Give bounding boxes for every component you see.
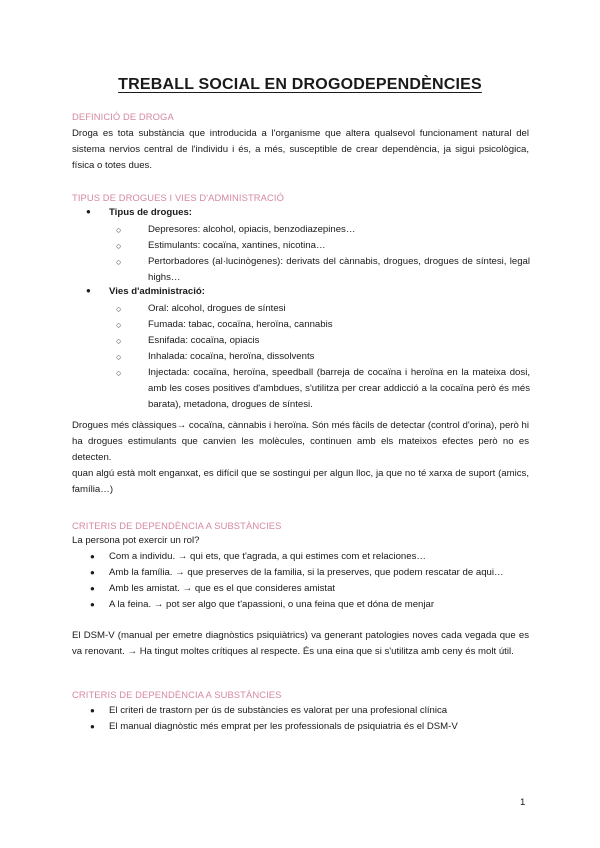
page-title: TREBALL SOCIAL EN DROGODEPENDÈNCIES (118, 76, 482, 93)
paragraph-dsm: El DSM-V (manual per emetre diagnòstics psiquiàtrics) va generant patologies noves cada vegada que es va renovant. → Ha tingut moltes crítiques al respecte. És una eina que si s'utilitza amb ceny és molt útil. (72, 630, 529, 657)
paragraph-definicio: Droga es tota substància que introducida a l'organisme que altera qualsevol funcionament natural del sistema nervios central de l'individu i és, a més, susceptible de crear dependència, ja sigui psicològica, física o totes dues. (72, 128, 529, 171)
sub-item: ○ Estimulants: cocaïna, xantines, nicotina… (116, 240, 326, 251)
sub-item: ○ Oral: alcohol, drogues de síntesi (116, 303, 286, 314)
bullet-tipus-drogues: ● Tipus de drogues: (88, 207, 192, 218)
sub-item: ○ Inhalada: cocaïna, heroïna, dissolvents (116, 351, 315, 362)
list-item: ● El manual diagnòstic més emprat per les professionals de psiquiatria és el DSM-V (88, 719, 530, 735)
paragraph-enganxat: quan algú està molt enganxat, es difícil que se sostingui per algun lloc, ja que no té xarxa de suport (amics, família…) (72, 468, 529, 495)
list-item: ● Com a individu. → qui ets, que t'agrada, a qui estimes com et relaciones… (88, 549, 530, 565)
bullet-vies-administracio: ● Vies d'administració: (88, 286, 205, 297)
paragraph-rol: La persona pot exercir un rol? (72, 535, 200, 546)
section-heading-definicio: DEFINICIÓ DE DROGA (72, 111, 174, 122)
sub-item: ○ Pertorbadores (al·lucinògenes): derivats del cànnabis, drogues, drogues de síntesi, legal highs… (116, 256, 530, 283)
section-heading-criteris: CRITERIS DE DEPENDÈNCIA A SUBSTÀNCIES (72, 520, 282, 531)
page-number: 1 (520, 797, 526, 808)
paragraph-drogues-classiques: Drogues més clàssiques→ cocaïna, cànnabis i heroïna. Són més fàcils de detectar (control d'orina), però hi ha drogues estimulants que canvien les molècules, continuen amb els mateixos efectes però no es detecten. (72, 420, 529, 463)
sub-item: ○ Injectada: cocaïna, heroïna, speedball (barreja de cocaïna i heroïna en la mateixa dosi, amb les coses positives d'ambdues, s'utilitza per crear addicció a la cocaïna però és més barata), metadona, drogues de síntesi. (116, 367, 530, 410)
section-heading-tipus: TIPUS DE DROGUES I VIES D'ADMINISTRACIÓ (72, 192, 284, 203)
list-item: ● Amb les amistat. → que es el que consideres amistat (88, 581, 530, 597)
sub-item: ○ Depresores: alcohol, opiacis, benzodiazepines… (116, 224, 356, 235)
section-heading-criteris-2: CRITERIS DE DEPENDÈNCIA A SUBSTÀNCIES (72, 689, 282, 700)
list-item: ● A la feina. → pot ser algo que t'apassioni, o una feina que et dóna de menjar (88, 597, 530, 613)
list-item: ● El criteri de trastorn per ús de substàncies es valorat per una profesional clínica (88, 703, 530, 719)
sub-item: ○ Esnifada: cocaïna, opiacis (116, 335, 260, 346)
sub-item: ○ Fumada: tabac, cocaïna, heroïna, cannabis (116, 319, 333, 330)
list-item: ● Amb la família. → que preserves de la familia, si la preserves, que podem rescatar de aqui… (88, 565, 530, 581)
